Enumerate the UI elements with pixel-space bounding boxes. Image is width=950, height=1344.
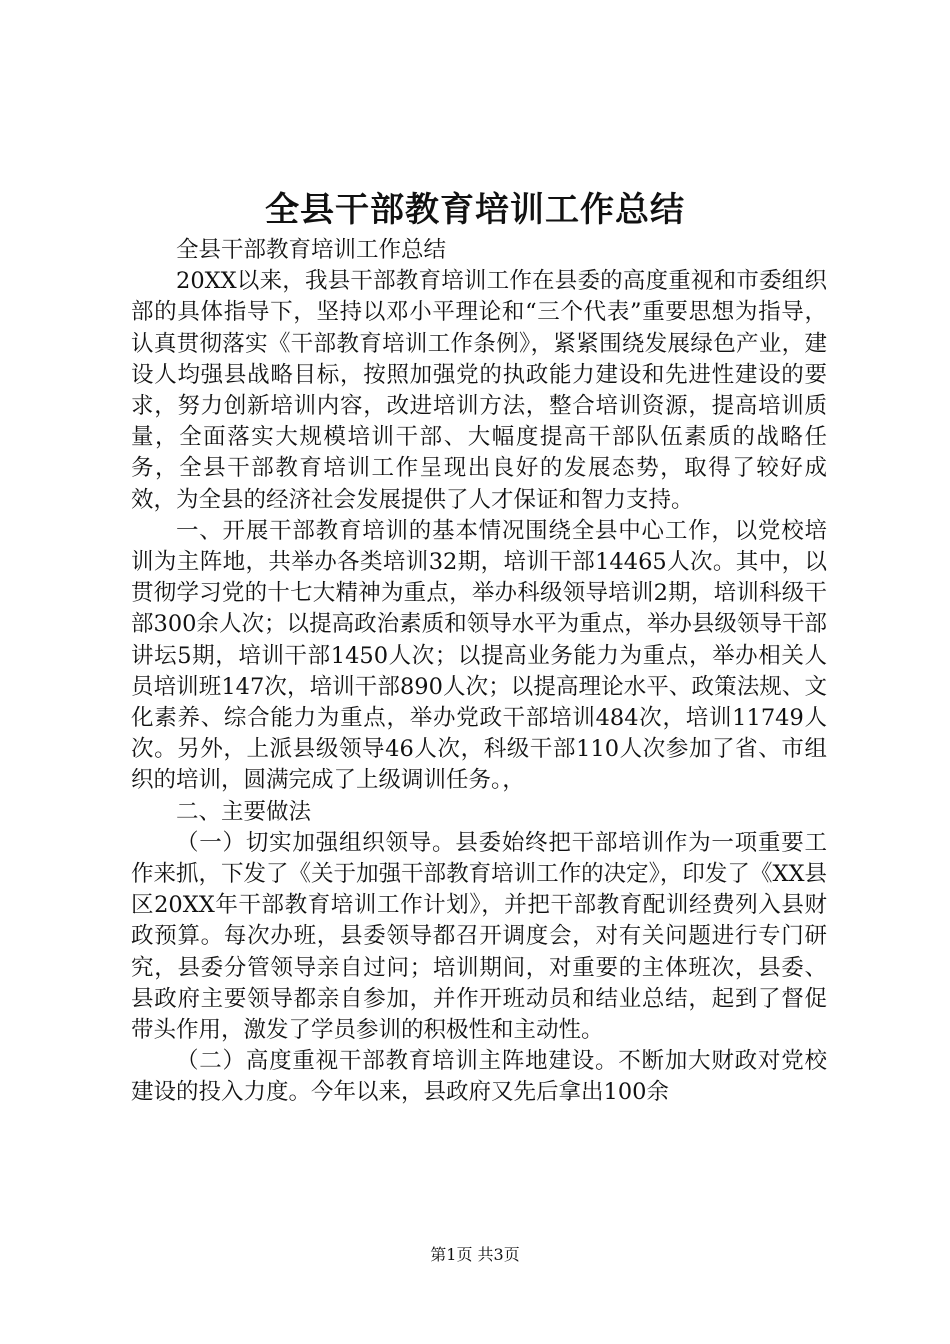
- document-title: 全县干部教育培训工作总结: [265, 190, 685, 230]
- document-body: [131, 235, 827, 1109]
- body-paragraph-subtitle: 全县干部教育培训工作总结: [176, 237, 447, 263]
- page-footer: 第1页 共3页: [430, 1245, 520, 1264]
- body-paragraph-section-2-item-1: （一）切实加强组织领导。县委始终把干部培训作为一项重要工作来抓，下发了《关于加强干部教育培训工作的决定》，印发了《XX县区20XX年干部教育培训工作计划》，并把干部教育配训经费列入县财政预算。每次办班，县委领导都召开调度会，对有关问题进行专门研究，县委分管领导亲自过问；培训期间，对重要的主体班次，县委、县政府主要领导都亲自参加，并作开班动员和结业总结，起到了督促带头作用，激发了学员参训的积极性和主动性。: [131, 829, 827, 1044]
- body-paragraph-section-2-item-2: （二）高度重视干部教育培训主阵地建设。不断加大财政对党校建设的投入力度。今年以来，县政府又先后拿出100余: [131, 1048, 827, 1106]
- body-paragraph-intro: 20XX以来，我县干部教育培训工作在县委的高度重视和市委组织部的具体指导下，坚持以邓小平理论和“三个代表”重要思想为指导，认真贯彻落实《干部教育培训工作条例》，紧紧围绕发展绿色产业，建设人均强县战略目标，按照加强党的执政能力建设和先进性建设的要求，努力创新培训内容，改进培训方法，整合培训资源，提高培训质量，全面落实大规模培训干部、大幅度提高干部队伍素质的战略任务，全县干部教育培训工作呈现出良好的发展态势，取得了较好成效，为全县的经济社会发展提供了人才保证和智力支持。: [131, 268, 827, 513]
- body-paragraph-section-1: 一、开展干部教育培训的基本情况围绕全县中心工作，以党校培训为主阵地，共举办各类培训32期，培训干部14465人次。其中，以贯彻学习党的十七大精神为重点，举办科级领导培训2期，培训科级干部300余人次；以提高政治素质和领导水平为重点，举办县级领导干部讲坛5期，培训干部1450人次；以提高业务能力为重点，举办相关人员培训班147次，培训干部890人次；以提高理论水平、政策法规、文化素养、综合能力为重点，举办党政干部培训484次，培训11749人次。另外，上派县级领导46人次，科级干部110人次参加了省、市组织的培训，圆满完成了上级调训任务。，: [131, 517, 827, 794]
- body-paragraph-section-2-heading: 二、主要做法: [176, 798, 312, 825]
